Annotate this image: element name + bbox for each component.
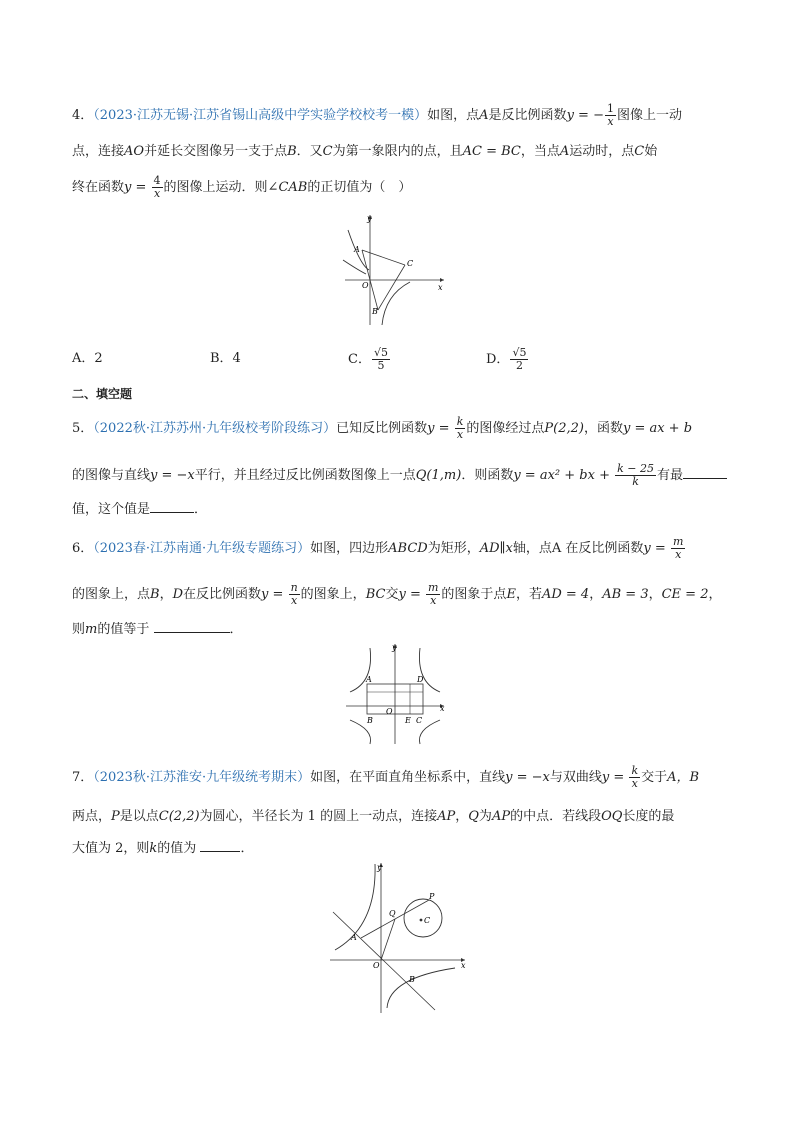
fraction: $\frac{m}{x}$ [427, 581, 439, 607]
q7-source: （2023秋·江苏淮安·九年级统考期末） [93, 770, 311, 785]
q6-line-1: 6．（2023春·江苏南通·九年级专题练习）如图，四边形ABCD为矩形，AD∥x轴，点A 在反比例函数y = $\frac{m}{x}$ [72, 535, 684, 561]
fraction: $\frac{1}{x}$ [606, 102, 614, 128]
q4-line-2: 点，连接AO并延长交图像另一支于点B．又C为第一象限内的点，且AC = BC，当点A运动时，点C始 [72, 144, 658, 159]
label-O: O [373, 961, 380, 970]
q7-line-2: 两点，P是以点C(2,2)为圆心，半径长为 1 的圆上一动点，连接AP，Q为AP的中点．若线段OQ长度的最 [72, 809, 675, 824]
fraction: $\frac{k}{x}$ [631, 764, 639, 790]
answer-blank[interactable] [154, 618, 230, 633]
q6-line-2: 的图象上，点B，D在反比例函数y = $\frac{n}{x}$ 的图象上，BC交y = $\frac{m}{x}$ 的图象于点E，若AD = 4，AB = 3，CE = 2， [72, 581, 722, 607]
label-x: x [438, 283, 443, 292]
label-D: D [417, 675, 424, 684]
fraction: $\frac{√5}{5}$ [373, 346, 388, 372]
label-C: C [416, 716, 423, 725]
fraction: $\frac{4}{x}$ [153, 174, 161, 200]
fraction: $\frac{k}{x}$ [456, 415, 464, 441]
label-Q: Q [389, 909, 396, 918]
label-x: x [461, 961, 466, 970]
q5-line-2: 的图像与直线y = −x平行，并且经过反比例函数图像上一点Q(1,m)．则函数y = ax² + bx + $\frac{k - 25}{k}$ 有最 [72, 463, 727, 488]
label-E: E [405, 716, 411, 725]
label-C: C [424, 916, 431, 925]
label-A: A [354, 245, 360, 254]
fraction: $\frac{√5}{2}$ [512, 346, 527, 372]
fraction: $\frac{n}{x}$ [290, 581, 298, 607]
q7-figure [325, 858, 470, 1018]
q4-line-3: 终在函数y = $\frac{4}{x}$ 的图像上运动．则∠CAB的正切值为（ ） [72, 174, 412, 200]
q7-line-3: 大值为 2，则k的值为 ． [72, 837, 253, 859]
option-d[interactable]: D． $\frac{√5}{2}$ [486, 346, 527, 372]
q5-source: （2022秋·江苏苏州·九年级校考阶段练习） [93, 421, 337, 436]
section-heading: 二、填空题 [72, 387, 133, 401]
label-A: A [351, 933, 357, 942]
option-b[interactable]: B．4 [210, 351, 241, 366]
label-y: y [367, 214, 372, 223]
label-O: O [386, 707, 393, 716]
label-B: B [409, 975, 415, 984]
q5-line-1: 5．（2022秋·江苏苏州·九年级校考阶段练习）已知反比例函数y = $\frac{k}{x}$ 的图像经过点P(2,2)，函数y = ax + b [72, 415, 693, 441]
label-B: B [367, 716, 373, 725]
q6-line-3: 则m的值等于 ． [72, 618, 243, 640]
option-c[interactable]: C． $\frac{√5}{5}$ [348, 346, 388, 372]
q4-source: （2023·江苏无锡·江苏省锡山高级中学实验学校校考一模） [93, 108, 428, 123]
label-O: O [362, 281, 369, 290]
answer-blank[interactable] [150, 498, 194, 513]
q6-figure [342, 640, 450, 748]
label-y: y [377, 863, 382, 872]
label-C: C [407, 259, 414, 268]
fraction: $\frac{m}{x}$ [672, 535, 684, 561]
answer-blank[interactable] [200, 837, 240, 852]
q4-figure [340, 210, 450, 330]
answer-blank[interactable] [683, 464, 727, 479]
fraction: $\frac{k - 25}{k}$ [617, 462, 654, 488]
label-y: y [392, 643, 397, 652]
q7-line-1: 7．（2023秋·江苏淮安·九年级统考期末）如图，在平面直角坐标系中，直线y = −x与双曲线y = $\frac{k}{x}$ 交于A，B [72, 764, 700, 790]
q5-line-3: 值，这个值是 ． [72, 498, 207, 520]
label-B: B [372, 307, 378, 316]
label-x: x [440, 704, 445, 713]
label-A: A [366, 675, 372, 684]
q4-line-1: 4．（2023·江苏无锡·江苏省锡山高级中学实验学校校考一模）如图，点A是反比例函数y = − $\frac{1}{x}$ 图像上一动 [72, 102, 682, 128]
q6-source: （2023春·江苏南通·九年级专题练习） [93, 541, 311, 556]
label-P: P [429, 892, 435, 901]
option-a[interactable]: A．2 [72, 351, 103, 366]
